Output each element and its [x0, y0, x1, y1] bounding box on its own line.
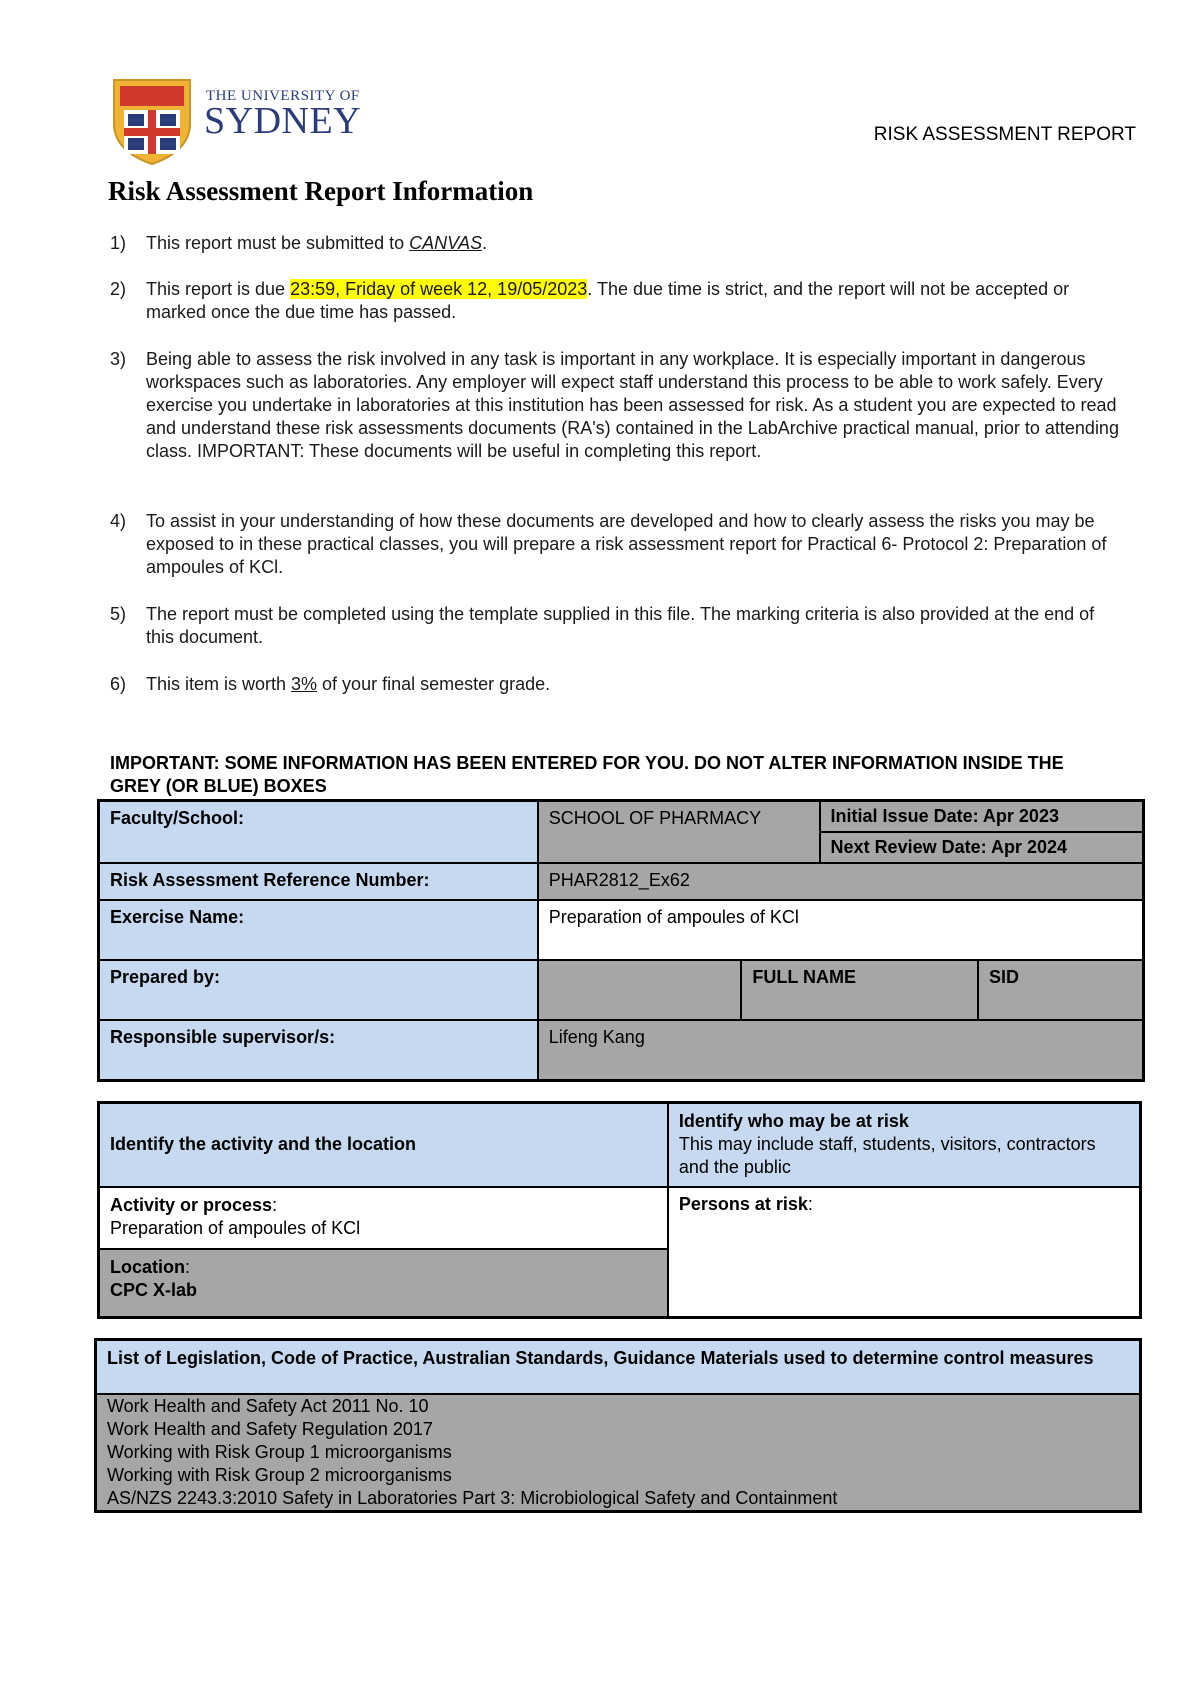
identify-activity-header: Identify the activity and the location	[99, 1103, 668, 1187]
initial-issue-date: Initial Issue Date: Apr 2023	[820, 801, 1144, 833]
identify-risk-header: Identify who may be at risk This may include staff, students, visitors, contractors and the public	[668, 1103, 1141, 1187]
persons-at-risk-cell[interactable]: Persons at risk:	[668, 1187, 1141, 1318]
university-crest-icon	[110, 76, 194, 166]
page-title: Risk Assessment Report Information	[108, 176, 534, 206]
logo-line2: SYDNEY	[204, 100, 362, 142]
next-review-date: Next Review Date: Apr 2024	[820, 832, 1144, 863]
exercise-name-value: Preparation of ampoules of KCl	[538, 900, 1144, 960]
legislation-header: List of Legislation, Code of Practice, Australian Standards, Guidance Materials used to determine control measures	[96, 1340, 1141, 1394]
sid-field[interactable]: SID	[978, 960, 1144, 1020]
legislation-list	[96, 1394, 1141, 1512]
location-value: CPC X-lab	[110, 1279, 198, 1300]
assessment-form-table	[97, 799, 1145, 1082]
location-cell: Location: CPC X-lab	[99, 1249, 668, 1318]
canvas-link[interactable]: CANVAS	[409, 233, 483, 253]
list-item: Working with Risk Group 1 microorganisms	[107, 1441, 452, 1462]
list-item: Work Health and Safety Act 2011 No. 10	[107, 1395, 429, 1416]
exercise-name-label: Exercise Name:	[99, 900, 538, 960]
activity-table	[97, 1101, 1142, 1319]
reference-label: Risk Assessment Reference Number:	[99, 863, 538, 900]
list-item: AS/NZS 2243.3:2010 Safety in Laboratories Part 3: Microbiological Safety and Containment	[107, 1487, 838, 1508]
activity-value: Preparation of ampoules of KCl	[110, 1217, 361, 1238]
prepared-by-label: Prepared by:	[99, 960, 538, 1020]
report-label: RISK ASSESSMENT REPORT	[873, 124, 1136, 145]
activity-cell[interactable]: Activity or process: Preparation of ampoules of KCl	[99, 1187, 668, 1249]
legislation-table	[94, 1338, 1142, 1513]
list-item: Work Health and Safety Regulation 2017	[107, 1418, 433, 1439]
list-item: Working with Risk Group 2 microorganisms	[107, 1464, 452, 1485]
reference-value: PHAR2812_Ex62	[538, 863, 1144, 900]
faculty-label: Faculty/School:	[99, 801, 538, 864]
logo-line1: THE UNIVERSITY OF	[206, 88, 360, 104]
due-date-highlight: 23:59, Friday of week 12, 19/05/2023	[290, 279, 588, 299]
faculty-value: SCHOOL OF PHARMACY	[538, 801, 820, 864]
prepared-by-field[interactable]	[538, 960, 742, 1020]
supervisor-label: Responsible supervisor/s:	[99, 1020, 538, 1080]
important-note: IMPORTANT: SOME INFORMATION HAS BEEN ENTERED FOR YOU. DO NOT ALTER INFORMATION INSIDE THE GREY (OR BLUE) BOXES	[110, 753, 1064, 796]
supervisor-value: Lifeng Kang	[538, 1020, 1144, 1080]
full-name-field[interactable]: FULL NAME	[741, 960, 978, 1020]
